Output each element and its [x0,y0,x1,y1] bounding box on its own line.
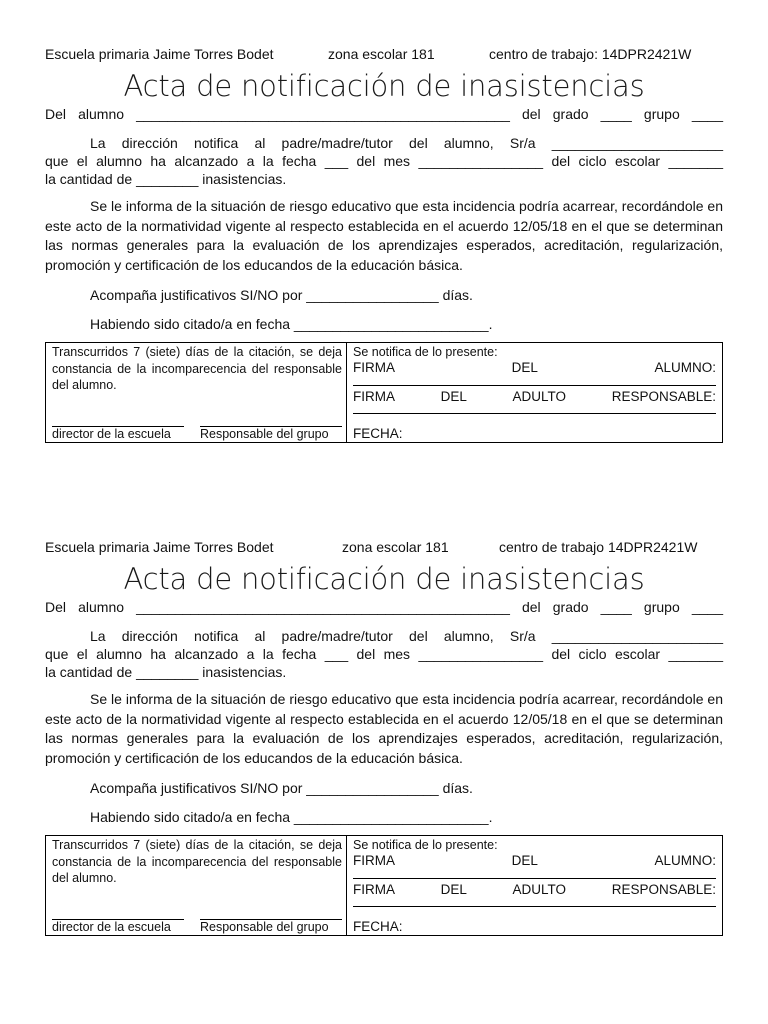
cited-line: Habiendo sido citado/a en fecha _________________________. [90,809,493,825]
student-sig-word: DEL [511,360,538,375]
notify-line-1: La dirección notifica al padre/madre/tutor del alumno, Sr/a ______________________ [90,135,723,151]
adult-sig-word: ADULTO [512,882,567,897]
form-header [45,539,723,557]
adult-sig-word: DEL [440,882,467,897]
adult-sig-word: ADULTO [512,389,567,404]
student-line: Del alumno ________________________________________________ del grado ____ grupo ____ [45,106,723,122]
student-sig-word: FIRMA [353,360,395,375]
non-appearance-text: Transcurridos 7 (siete) días de la citación, se deja constancia de la incomparecencia del responsable del alumno. [52,345,342,392]
school-zone: zona escolar 181 [328,46,435,62]
student-sig-word: DEL [511,853,538,868]
student-sig-word: ALUMNO: [654,360,716,375]
adult-signature-rule [353,906,716,907]
date-label: FECHA: [353,919,403,934]
adult-sig-word: RESPONSABLE: [611,389,716,404]
justification-line: Acompaña justificativos SI/NO por _________________ días. [90,287,473,303]
risk-paragraph: Se le informa de la situación de riesgo educativo que esta incidencia podría acarrear, recordándole en este acto de la normatividad vigente al respecto establecida en el acuerdo 12/05/18 en el que se determinan las normas generales para la evaluación de los aprendizajes esperados, acreditación, regularización, promoción y certificación de los educandos de la educación básica. [45,198,723,273]
adult-signature-line [353,389,716,405]
adult-signature-line [353,882,716,898]
adult-sig-word: FIRMA [353,882,395,897]
notify-label: Se notifica de lo presente: [353,345,498,359]
adult-sig-word: FIRMA [353,389,395,404]
form-title: Acta de notificación de inasistencias [123,69,645,103]
group-responsible-signature: Responsable del grupo [200,919,342,935]
notify-line-1: La dirección notifica al padre/madre/tutor del alumno, Sr/a ______________________ [90,628,723,644]
student-signature-line [353,853,716,869]
notification-form-2 [45,539,723,936]
student-sig-word: ALUMNO: [654,853,716,868]
notify-line-3: la cantidad de ________ inasistencias. [45,171,287,187]
adult-sig-word: DEL [440,389,467,404]
school-zone: zona escolar 181 [342,539,449,555]
signature-box [45,835,723,936]
student-signature-rule [353,878,716,879]
notification-cell [347,343,722,442]
justification-line: Acompaña justificativos SI/NO por _________________ días. [90,780,473,796]
notification-cell [347,836,722,935]
form-title: Acta de notificación de inasistencias [123,562,645,596]
student-signature-line [353,360,716,376]
notification-form-1 [45,46,723,443]
risk-paragraph: Se le informa de la situación de riesgo educativo que esta incidencia podría acarrear, recordándole en este acto de la normatividad vigente al respecto establecida en el acuerdo 12/05/18 en el que se determinan las normas generales para la evaluación de los aprendizajes esperados, acreditación, regularización, promoción y certificación de los educandos de la educación básica. [45,691,723,766]
non-appearance-cell [46,836,347,935]
work-center: centro de trabajo 14DPR2421W [499,539,698,555]
non-appearance-text: Transcurridos 7 (siete) días de la citación, se deja constancia de la incomparecencia del responsable del alumno. [52,838,342,885]
director-signature: director de la escuela [52,919,184,935]
student-signature-rule [353,385,716,386]
date-label: FECHA: [353,426,403,441]
notify-line-3: la cantidad de ________ inasistencias. [45,664,287,680]
student-sig-word: FIRMA [353,853,395,868]
director-signature: director de la escuela [52,426,184,442]
group-responsible-signature: Responsable del grupo [200,426,342,442]
non-appearance-cell [46,343,347,442]
signature-box [45,342,723,443]
student-line: Del alumno ________________________________________________ del grado ____ grupo ____ [45,599,723,615]
notify-line-2: que el alumno ha alcanzado a la fecha ___ del mes ________________ del ciclo escolar _______ [45,646,723,662]
notify-line-2: que el alumno ha alcanzado a la fecha ___ del mes ________________ del ciclo escolar _______ [45,153,723,169]
school-name: Escuela primaria Jaime Torres Bodet [45,46,274,62]
notify-label: Se notifica de lo presente: [353,838,498,852]
work-center: centro de trabajo: 14DPR2421W [489,46,692,62]
adult-signature-rule [353,413,716,414]
adult-sig-word: RESPONSABLE: [611,882,716,897]
form-header [45,46,723,64]
cited-line: Habiendo sido citado/a en fecha _________________________. [90,316,493,332]
school-name: Escuela primaria Jaime Torres Bodet [45,539,274,555]
